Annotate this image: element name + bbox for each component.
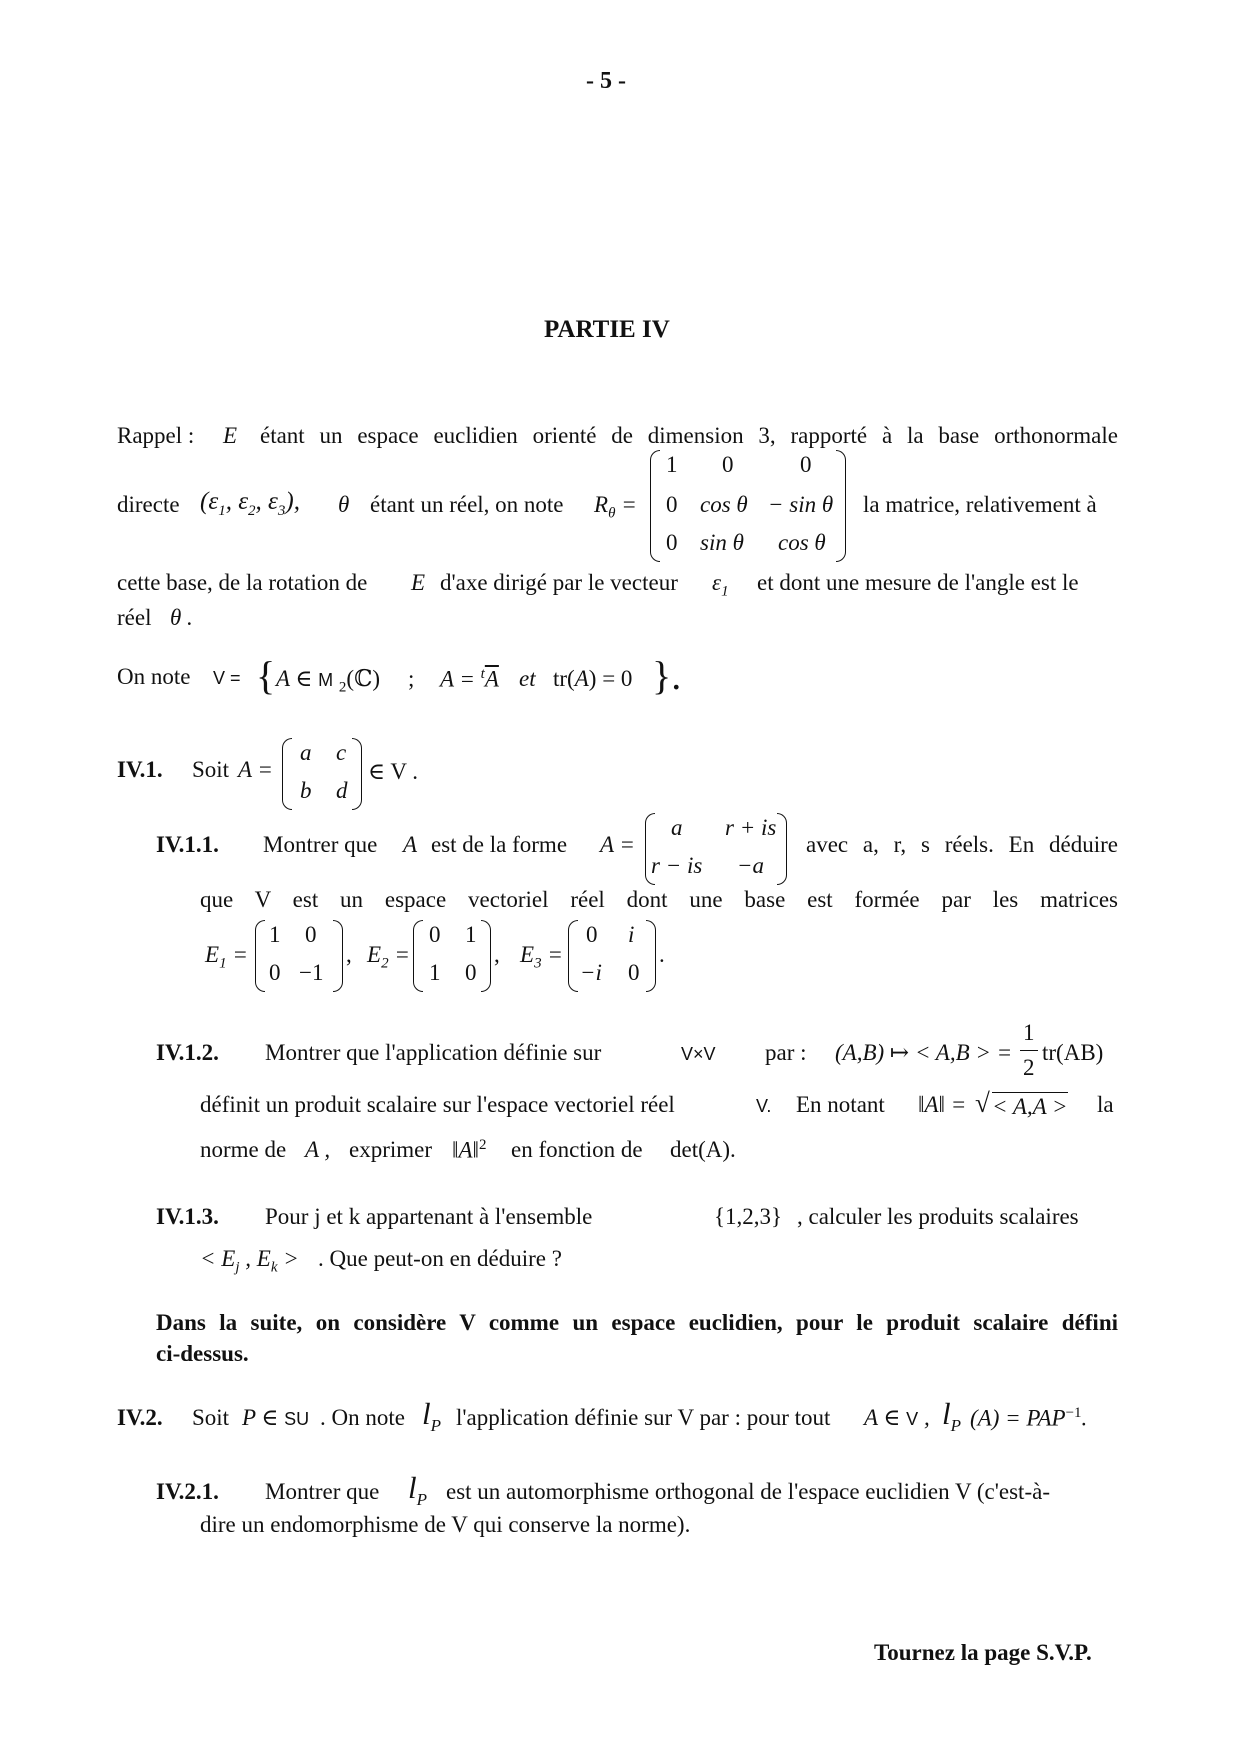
symbol-theta: θ . [170,605,193,630]
question-text: par : [765,1040,807,1065]
matrix-cell: −a [737,853,765,878]
symbol-V: V = [213,668,241,688]
matrix-right-paren [333,920,343,992]
member-V: ∈ V . [368,759,419,784]
question-line2: dire un endomorphisme de V qui conserve la norme). [200,1512,691,1537]
fraction-den: 2 [1023,1055,1035,1080]
symbol-E: E [223,423,238,448]
matrix-cell: a [671,815,683,840]
matrix-cell: 0 [722,452,734,477]
question-label: IV.2.1. [156,1479,219,1504]
symbol-epsilon1: $\varepsilon_1$ [712,570,729,600]
norm-A: ‖A‖ = [918,1092,967,1117]
note-line2: ci-dessus. [156,1341,249,1366]
index-set: {1,2,3} [714,1204,783,1229]
matrix-cell: 1 [269,922,281,947]
symbol-A: A = [238,757,273,782]
matrix-right-paren [646,920,656,992]
matrix-cell: −i [580,960,602,985]
period: . [659,942,665,967]
sqrt-content: < A,A > [992,1094,1068,1119]
symbol-A: A , [305,1137,331,1162]
matrix-E2 [413,920,491,992]
matrix-cell: 0 [305,922,317,947]
formula-lP: $(A) = PAP^{-1}$. [970,1405,1088,1431]
symbol-E3: $E_3$ = [520,942,563,972]
matrix-cell: 0 [586,922,598,947]
symbol-A: A = [600,832,635,857]
matrix-cell: 0 [269,960,281,985]
matrix-left-paren [255,920,265,992]
matrix-E3 [568,920,656,992]
matrix-cell: − sin θ [768,492,834,517]
question-text: , calculer les produits scalaires [797,1204,1079,1229]
question-text: la [1097,1092,1114,1117]
symbol-lP: $l_P$ [942,1396,962,1436]
matrix-cell: 0 [800,452,812,477]
question-text: définit un produit scalaire sur l'espace vectoriel réel [200,1092,675,1117]
fraction-num: 1 [1023,1020,1035,1045]
section-title: PARTIE IV [544,316,670,343]
norm-A-squared: ‖A‖$^2$ [452,1137,487,1163]
matrix-cell: cos θ [778,530,826,555]
rotation-matrix [650,450,846,562]
on-note-label: On note [117,664,191,689]
question-text: En notant [796,1092,885,1117]
question-label: IV.1.1. [156,832,219,857]
space-VxV: V×V [681,1044,716,1064]
question-text: l'application définie sur V par : pour tout [456,1405,831,1430]
rappel-matrix-tail: la matrice, relativement à [863,492,1097,517]
matrix-cell: a [300,740,312,765]
symbol-V: V. [756,1096,772,1116]
question-text: Montrer que [265,1479,380,1504]
A-in-V: A ∈ V , [864,1405,930,1430]
rappel-line3b: d'axe dirigé par le vecteur [440,570,678,595]
question-label: IV.1. [117,757,163,782]
matrix-left-paren [650,450,660,562]
symbol-E: E [411,570,426,595]
question-text: exprimer [349,1137,433,1162]
matrix-cell: c [336,740,347,765]
question-text: Montrer que l'application définie sur [265,1040,602,1065]
rappel-line3: cette base, de la rotation de [117,570,368,595]
matrix-A-form [645,813,787,885]
matrix-cell: 0 [429,922,441,947]
matrix-cell: 0 [666,492,678,517]
matrix-right-paren [481,920,491,992]
question-line2: que V est un espace vectoriel réel dont une base est formée par les matrices [200,887,1118,912]
symbol-E1: $E_1$ = [205,942,248,972]
question-label: IV.1.3. [156,1204,219,1229]
matrix-left-paren [568,920,578,992]
symbol-R-theta: $R_\theta$ = [594,492,637,522]
matrix-cell: 1 [465,922,477,947]
rappel-theta-text: étant un réel, on note [370,492,564,517]
hermitian-cond: $A = ^t\overline{A}$ [440,666,499,692]
matrix-cell: b [300,778,312,803]
note-line1: Dans la suite, on considère V comme un espace euclidien, pour le produit scalaire défini [156,1310,1118,1335]
matrix-cell: 0 [628,960,640,985]
matrix-cell: 1 [666,452,678,477]
matrix-E1 [255,920,343,992]
question-label: IV.1.2. [156,1040,219,1065]
matrix-left-paren [413,920,423,992]
question-text: Pour j et k appartenant à l'ensemble [265,1204,593,1229]
rappel-label: Rappel : [117,423,195,448]
question-text: norme de [200,1137,287,1162]
symbol-theta: θ [338,492,350,517]
rappel-line1: étant un espace euclidien orienté de dimension 3, rapporté à la base orthonormale [260,423,1118,448]
symbol-lP: $l_P$ [422,1396,442,1436]
rappel-line3c: et dont une mesure de l'angle est le [757,570,1079,595]
mapping: (A,B) ↦ < A,B > = [835,1040,1013,1065]
P-in-SU: P ∈ SU [242,1405,310,1430]
scalar-products: < $E_j$ , $E_k$ > [200,1246,299,1276]
question-text: Montrer que [263,832,378,857]
symbol-lP: $l_P$ [408,1470,428,1510]
question-text: Soit [192,757,230,782]
matrix-cell: i [628,922,635,947]
right-brace: }. [652,653,682,698]
matrix-left-paren [282,738,292,810]
matrix-cell: 0 [465,960,477,985]
matrix-right-paren [777,813,787,885]
page-number: - 5 - [586,68,626,94]
matrix-cell: r − is [651,853,703,878]
matrix-cell: cos θ [700,492,748,517]
symbol-E2: $E_2$ = [367,942,410,972]
question-text: est de la forme [431,832,568,857]
matrix-cell: r + is [725,815,777,840]
et-word: et [519,666,536,691]
trace-AB: tr(AB) [1042,1040,1104,1065]
fraction-bar [1020,1050,1038,1051]
rappel-directe: directe [117,492,180,517]
matrix-cell: sin θ [700,530,744,555]
comma: , [346,942,352,967]
matrix-cell: 0 [666,530,678,555]
basis-epsilon: ($\varepsilon_1$, $\varepsilon_2$, $\varepsilon_3$), [200,488,300,519]
trace-cond: tr(A) = 0 [553,666,633,691]
matrix-cell: 1 [429,960,441,985]
question-label: IV.2. [117,1405,163,1430]
symbol-A: A [403,832,418,857]
comma: , [494,942,500,967]
matrix-right-paren [352,738,362,810]
left-brace: { [256,653,276,698]
question-text: est un automorphisme orthogonal de l'espace euclidien V (c'est-à- [446,1479,1050,1504]
rappel-line4: réel [117,605,152,630]
question-text: en fonction de [511,1137,643,1162]
set-definition: A ∈ M $_2$(ℂ) [276,666,381,696]
question-text: . On note [320,1405,405,1430]
matrix-cell: −1 [299,960,324,985]
matrix-A [282,738,362,810]
question-text: . Que peut-on en déduire ? [318,1246,562,1271]
matrix-right-paren [836,450,846,562]
question-text: Soit [192,1405,230,1430]
question-text: avec a, r, s réels. En déduire [806,832,1118,857]
sqrt-sign: √ [975,1088,990,1118]
det-A: det(A). [670,1137,736,1162]
matrix-cell: d [336,778,348,803]
footer-text: Tournez la page S.V.P. [874,1640,1092,1665]
semicolon: ; [408,666,415,691]
